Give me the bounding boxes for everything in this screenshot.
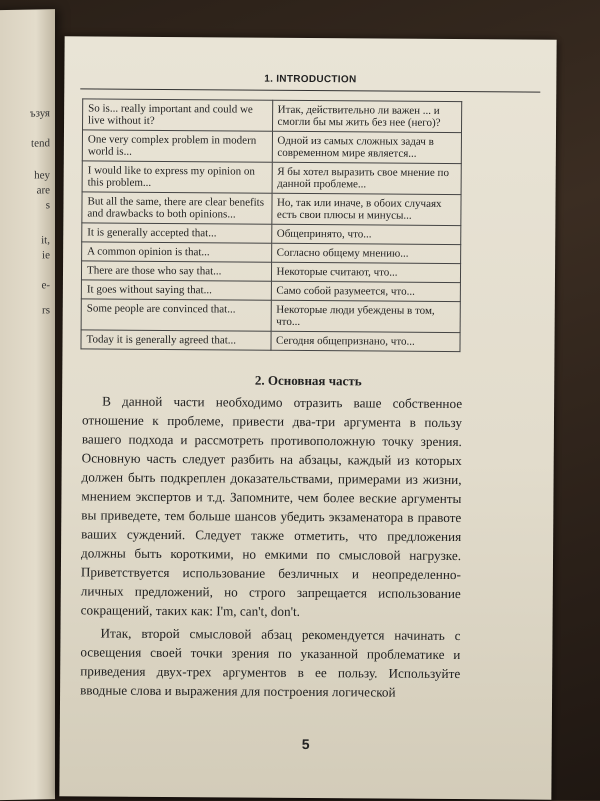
phrase-english: But all the same, there are clear benefits and drawbacks to both opinions...	[82, 192, 272, 224]
phrase-row	[82, 242, 461, 264]
phrase-row	[81, 299, 460, 333]
phrase-row	[82, 161, 461, 195]
phrase-row	[82, 130, 461, 164]
section-title: 2. Основная часть	[254, 372, 362, 389]
phrase-russian: Само собой разумеется, что...	[271, 281, 461, 301]
phrase-row	[82, 192, 461, 226]
phrase-english: It is generally accepted that...	[82, 223, 272, 243]
phrase-russian: Итак, действительно ли важен ... и смогли бы мы жить без нее (него)?	[272, 100, 462, 132]
phrase-table	[80, 98, 462, 352]
phrase-russian: Одной из самых сложных задач в современном мире является...	[272, 131, 462, 163]
phrase-row	[81, 330, 460, 352]
phrase-russian: Я бы хотел выразить свое мнение по данной проблеме...	[272, 162, 462, 194]
running-head: 1. INTRODUCTION	[264, 73, 357, 86]
left-page-fragment: tend	[31, 137, 50, 150]
phrase-english: One very complex problem in modern world is...	[82, 130, 272, 162]
paragraph: В данной части необходимо отразить ваше собственное отношение к проблеме, привести два-три аргумента в пользу вашего подхода и рассмотреть противоположную точку зрения. Основную часть следует разбить на абзацы, каждый из которых должен быть подкреплен доказательствами, примерами из жизни, мнением экспертов и т.д. Запомните, чем более веские аргументы вы приведете, тем больше шансов убедить экзаменатора в правоте ваших суждений. Следует также отметить, что предложения должны быть короткими, но емкими по смысловой нагрузке. Приветствуется использование безличных и неопределенно-личных предложений, но строго запрещается использование сокращений, таких как: I'm, can't, don't.	[80, 393, 463, 619]
page-number: 5	[301, 735, 310, 753]
paragraph: Итак, второй смысловой абзац рекомендуется начинать с освещения своей точки зрения по указанной проблематике и приведения двух-трех аргументов в ее пользу. Используйте вводные слова и выражения для построения логической	[80, 625, 461, 700]
phrase-russian: Некоторые люди убеждены в том, что...	[271, 300, 461, 332]
phrase-russian: Общепринято, что...	[271, 224, 461, 244]
left-page-fragment: are	[36, 184, 50, 197]
phrase-russian: Сегодня общепризнано, что...	[270, 331, 460, 351]
header-rule	[80, 88, 540, 92]
book-page	[59, 36, 556, 799]
body-text	[80, 391, 462, 702]
left-page-fragment: rs	[42, 304, 50, 317]
phrase-russian: Некоторые считают, что...	[271, 262, 461, 282]
left-page-fragment: it,	[41, 234, 50, 247]
phrase-english: There are those who say that...	[81, 261, 271, 281]
left-page-edge	[0, 9, 55, 801]
phrase-russian: Но, так или иначе, в обоих случаях есть свои плюсы и минусы...	[271, 193, 461, 225]
phrase-english: Today it is generally agreed that...	[81, 330, 271, 350]
phrase-russian: Согласно общему мнению...	[271, 243, 461, 263]
left-page-fragment: e-	[41, 279, 50, 292]
left-page-fragment: ie	[42, 249, 50, 262]
left-page-fragment: hey	[34, 169, 50, 182]
phrase-row	[82, 223, 461, 245]
left-page-fragment: ъзуя	[29, 107, 50, 120]
phrase-row	[83, 99, 462, 133]
phrase-english: It goes without saying that...	[81, 280, 271, 300]
phrase-english: So is... really important and could we live without it?	[83, 99, 273, 131]
phrase-english: Some people are convinced that...	[81, 299, 271, 331]
phrase-english: A common opinion is that...	[82, 242, 272, 262]
phrase-english: I would like to express my opinion on this problem...	[82, 161, 272, 193]
left-page-fragment: s	[45, 199, 50, 212]
